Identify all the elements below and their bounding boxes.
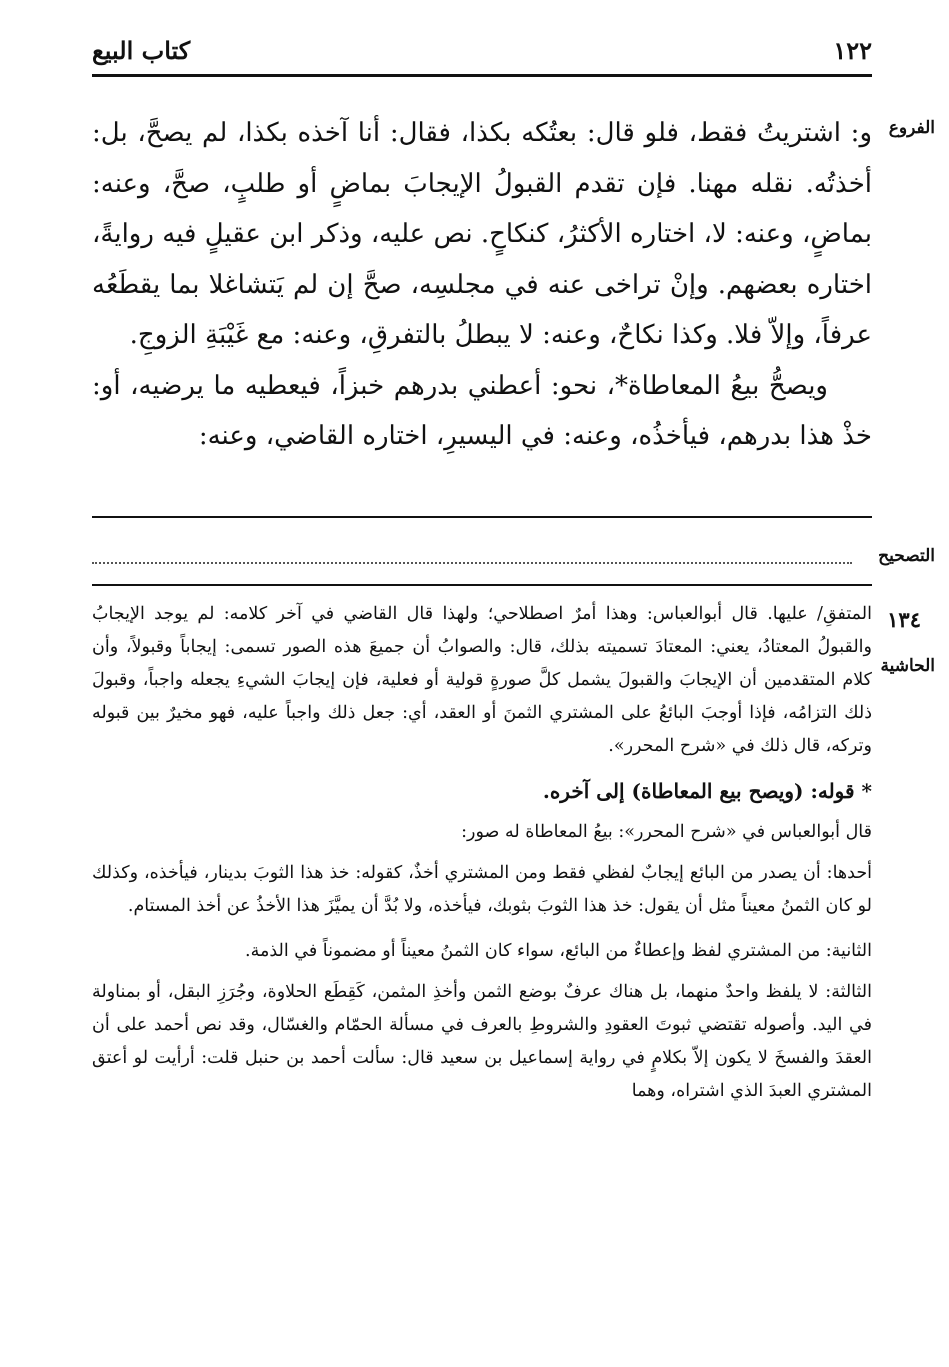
tashih-dotted-line: [92, 552, 852, 564]
main-paragraph-1: و: اشتريتُ فقط، فلو قال: بعتُكه بكذا، فقال: أنا آخذه بكذا، لم يصحَّ، بل: أخذتُه. نقله مهنا. فإن تقدم القبولُ الإيجابَ بماضٍ أو طلبٍ، صحَّ، وعنه: بماضٍ، وعنه: لا، اختاره الأكثرُ، كنكاحٍ. نص عليه، وذكر ابن عقيلٍ فيه روايةً، اختاره بعضهم. وإنْ تراخى عنه في مجلسِه، صحَّ إن لم يَتشاغلا بما يقطَعُه عرفاً، وإلاّ فلا. وكذا نكاحٌ، وعنه: لا يبطلُ بالتفرقِ، وعنه: مع غَيْبَةِ الزوجِ.: [92, 118, 872, 350]
qawl-heading: * قوله: (ويصح بيع المعاطاة) إلى آخره.: [542, 779, 872, 803]
margin-label-hashiya: الحاشية: [880, 656, 935, 676]
footnote-intro: قال أبوالعباس في «شرح المحرر»: بيعُ المعاطاة له صور:: [461, 822, 872, 842]
header-rule: [92, 74, 872, 77]
footnote-first-form: أحدها: أن يصدر من البائع إيجابٌ لفظي فقط ومن المشتري أخذٌ، كقوله: خذ هذا الثوبَ بدينار، فيأخذه، وكذلك لو كان الثمنُ معيناً مثل أن يقول: خذ هذا الثوبَ بثوبك، فيأخذه، ولا بُدَّ أن يميَّزَ هذا الأخذُ عن أخذ المستام.: [92, 863, 872, 916]
footnote-third-form: الثالثة: لا يلفظ واحدٌ منهما، بل هناك عرفٌ بوضع الثمن وأخذِ المثمن، كَقِطَع الحلاوة، وجُرَزِ البقل، أو بمناولة في اليد. وأصوله تقتضي ثبوتَ العقودِ والشروطِ بالعرف في مسألة الحمّام والغسّال، وقد نص أحمد على أن العقدَ والفسخَ لا يكون إلاّ بكلامٍ في رواية إسماعيل بن سعيد قال: سألت أحمد بن حنبل قلت: أرأيت لو أعتق المشتري العبدَ الذي اشتراه، وهما: [92, 982, 872, 1101]
footnote-second-form: الثانية: من المشتري لفظ وإعطاءٌ من البائع، سواء كان الثمنُ معيناً أو مضموناً في الذمة.: [245, 941, 872, 961]
book-title: كتاب البيع: [92, 36, 191, 65]
footnote-number: ١٣٤: [887, 607, 921, 632]
separator-rule-bottom: [92, 584, 872, 586]
footnote-continuation: المتفقِ/ عليها. قال أبوالعباس: وهذا أمرٌ اصطلاحي؛ ولهذا قال القاضي في آخر كلامه: لم يوجد الإيجابُ والقبولُ المعتادُ، يعني: المعتادَ تسميته بذلك، قال: والصوابُ أن جميعَ هذه الصور تسمى: إيجاباً وقبولاً، وأن كلام المتقدمين أن الإيجابَ والقبولَ يشمل كلَّ صورةٍ قولية أو فعلية، فإن إيجابَ الشيءِ يجعله واجباً، وقبولَ ذلك التزامُه، فإذا أوجبَ البائعُ على المشتري الثمنَ أو العقد، أي: جعل ذلك واجباً عليه، فهو مخيرٌ بين قبوله وتركه، قال ذلك في «شرح المحرر».: [92, 604, 872, 756]
running-head: [92, 36, 872, 70]
main-paragraph-2: ويصحُّ بيعُ المعاطاة*، نحو: أعطني بدرهم خبزاً، فيعطيه ما يرضيه، أو: خذْ هذا بدرهم، فيأخذُه، وعنه: في اليسيرِ، اختاره القاضي، وعنه:: [92, 370, 872, 451]
margin-label-tashih: التصحيح: [878, 546, 935, 566]
page-number: ١٢٢: [833, 36, 872, 65]
margin-label-furu: الفروع: [888, 118, 935, 138]
main-text: [92, 108, 872, 462]
separator-rule-top: [92, 516, 872, 518]
hashiya-text: [92, 598, 872, 1108]
